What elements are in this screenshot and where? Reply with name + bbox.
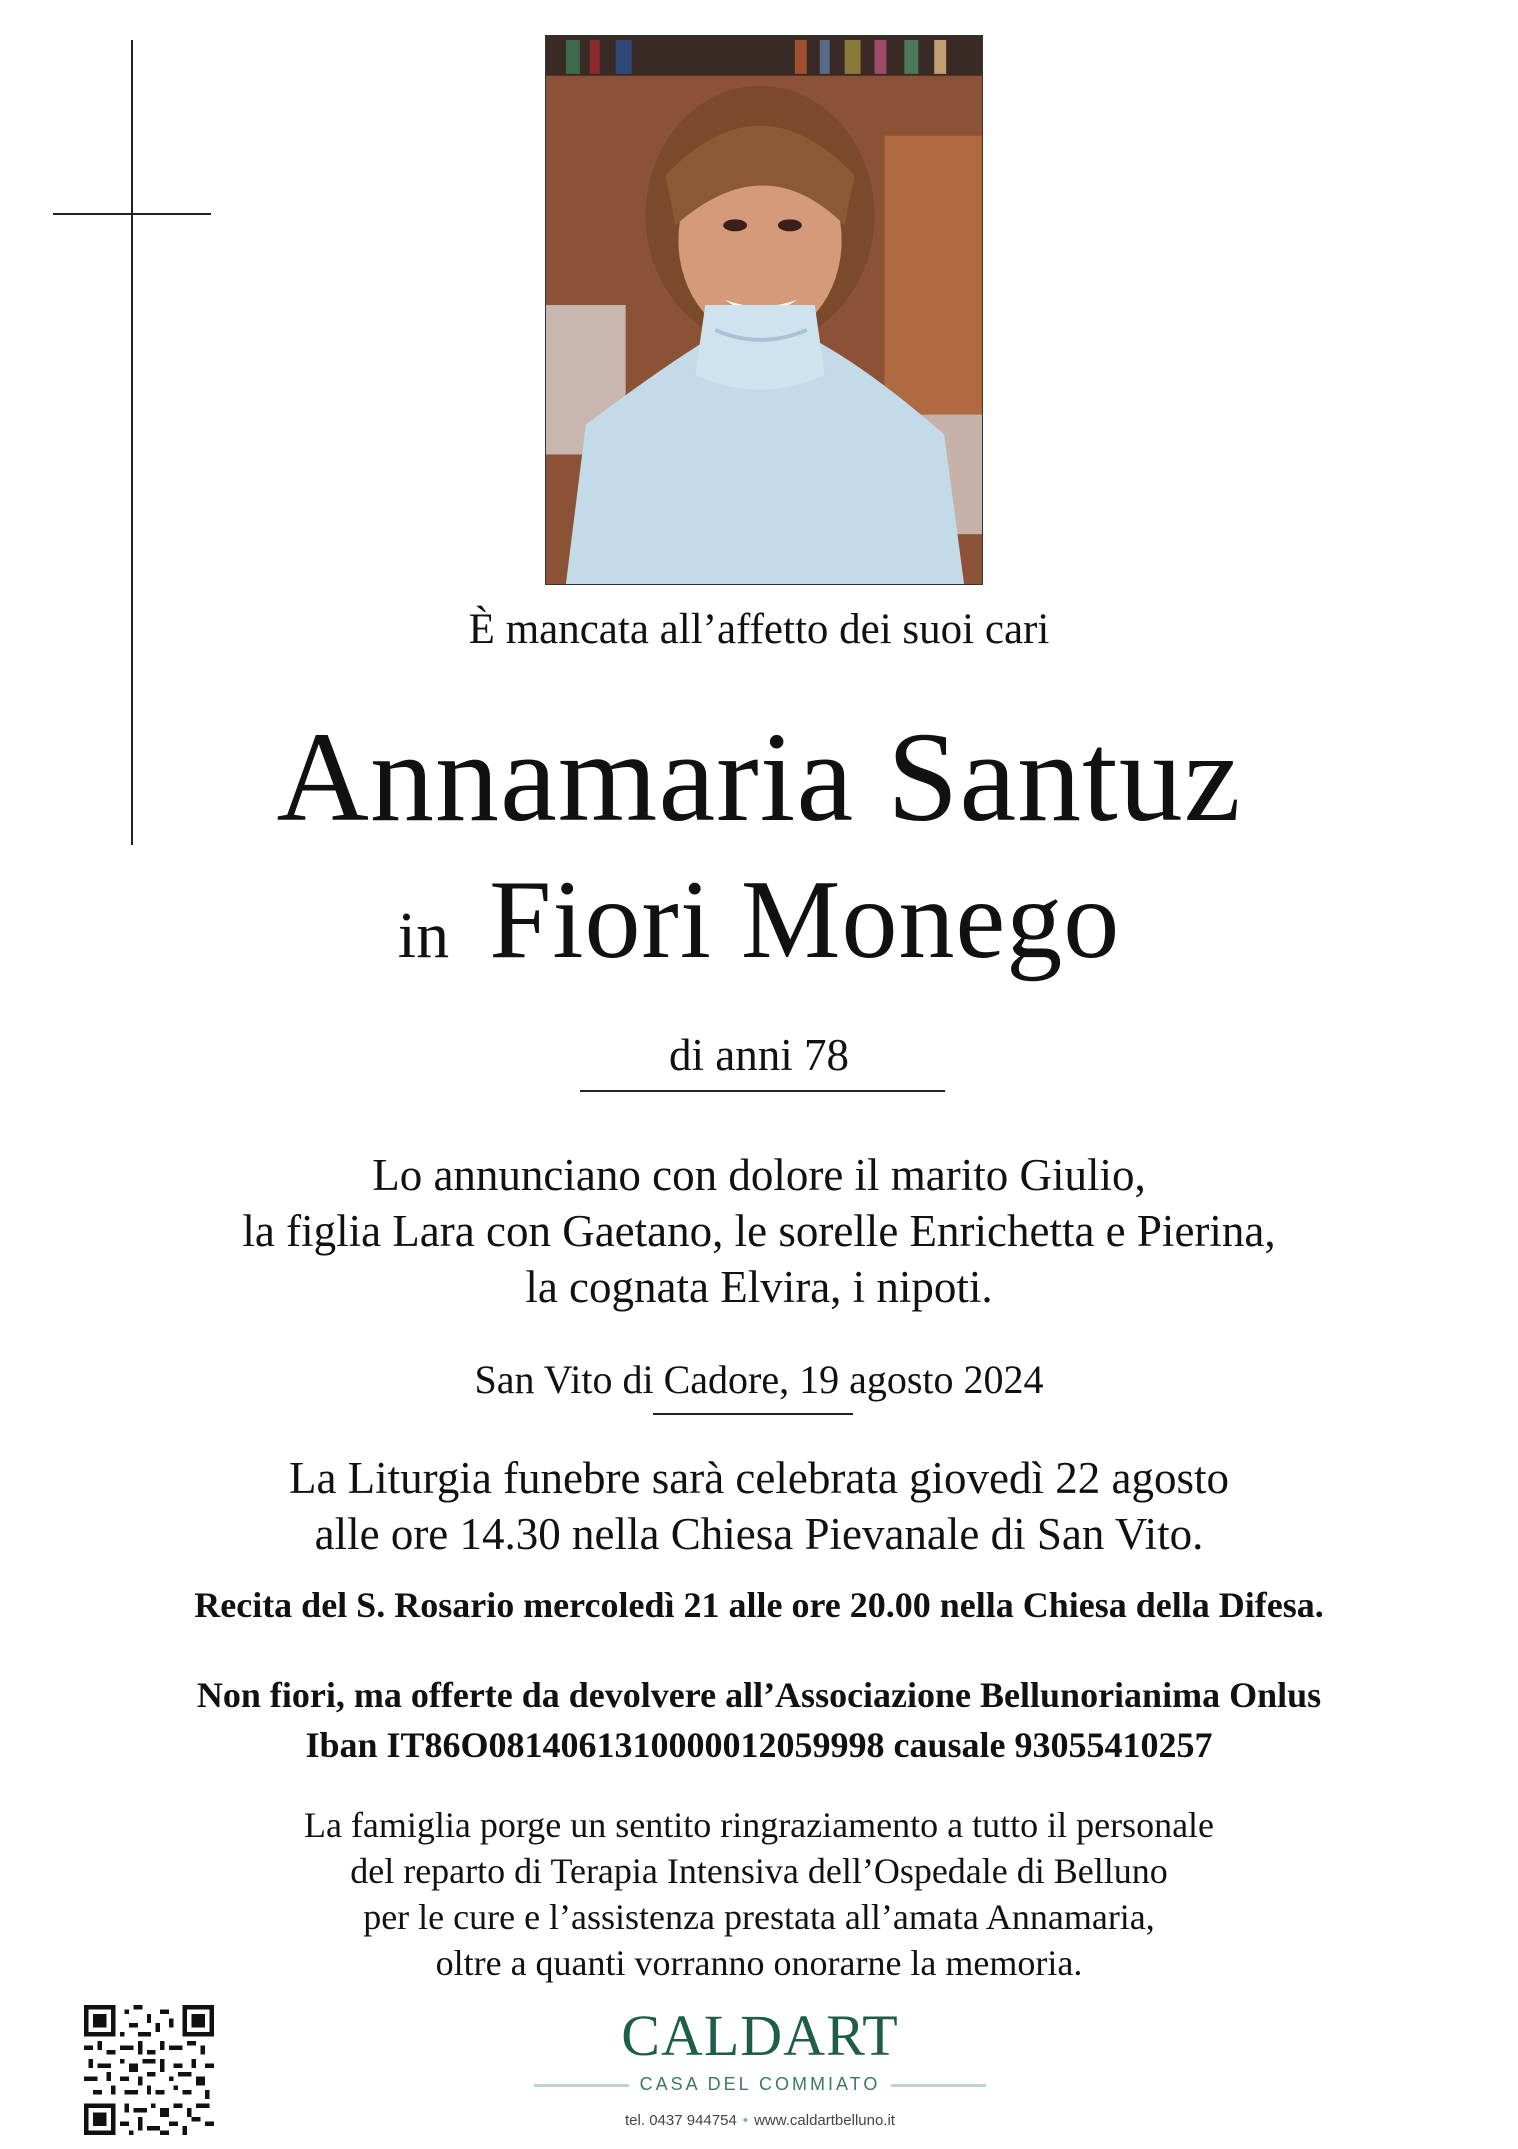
logo-rule-left — [534, 2084, 629, 2087]
liturgy-line: La Liturgia funebre sarà celebrata giovedì 22 agosto — [288, 1453, 1230, 1503]
liturgy-info — [0, 1450, 1518, 1562]
caldart-logo — [530, 2005, 990, 2140]
married-prefix: in — [397, 899, 450, 972]
phone-number: tel. 0437 944754 — [625, 2112, 737, 2129]
thanks-line: La famiglia porge un sentito ringraziamento a tutto il personale — [303, 1805, 1215, 1845]
offers-info — [0, 1670, 1518, 1770]
logo-subtitle: CASA DEL COMMIATO — [639, 2074, 881, 2094]
divider — [653, 1413, 853, 1415]
separator-dot: • — [742, 2112, 749, 2129]
announcement-line: la cognata Elvira, i nipoti. — [525, 1262, 993, 1312]
age-text: di anni 78 — [669, 1030, 849, 1080]
married-surname: Fiori Monego — [489, 858, 1121, 982]
rosary-info: Recita del S. Rosario mercoledì 21 alle ore 20.00 nella Chiesa della Difesa. — [194, 1585, 1324, 1625]
logo-name: CALDART — [621, 2003, 899, 2068]
logo-rule-right — [891, 2084, 986, 2087]
contact-line — [530, 2111, 990, 2131]
announcement — [0, 1147, 1518, 1315]
thanks-line: oltre a quanti vorranno onorarne la memoria. — [435, 1943, 1083, 1983]
iban-line: Iban IT86O0814061310000012059998 causale 93055410257 — [305, 1725, 1213, 1765]
place-date: San Vito di Cadore, 19 agosto 2024 — [474, 1357, 1044, 1402]
intro-text: È mancata all’affetto dei suoi cari — [468, 606, 1050, 653]
married-name — [0, 860, 1518, 1013]
website-link[interactable]: www.caldartbelluno.it — [754, 2112, 895, 2129]
liturgy-line: alle ore 14.30 nella Chiesa Pievanale di San Vito. — [314, 1509, 1204, 1559]
offers-line: Non fiori, ma offerte da devolvere all’Associazione Bellunorianima Onlus — [196, 1675, 1322, 1715]
thanks-line: del reparto di Terapia Intensiva dell’Ospedale di Belluno — [350, 1851, 1168, 1891]
divider — [580, 1090, 945, 1092]
announcement-line: la figlia Lara con Gaetano, le sorelle Enrichetta e Pierina, — [242, 1206, 1276, 1256]
portrait-photo — [545, 35, 983, 585]
qr-code-icon[interactable] — [84, 2005, 214, 2135]
announcement-line: Lo annunciano con dolore il marito Giulio, — [372, 1150, 1146, 1200]
thanks-text — [0, 1802, 1518, 1986]
deceased-name: Annamaria Santuz — [276, 706, 1242, 848]
thanks-line: per le cure e l’assistenza prestata all’amata Annamaria, — [363, 1897, 1155, 1937]
cross-horizontal-bar — [53, 213, 211, 215]
